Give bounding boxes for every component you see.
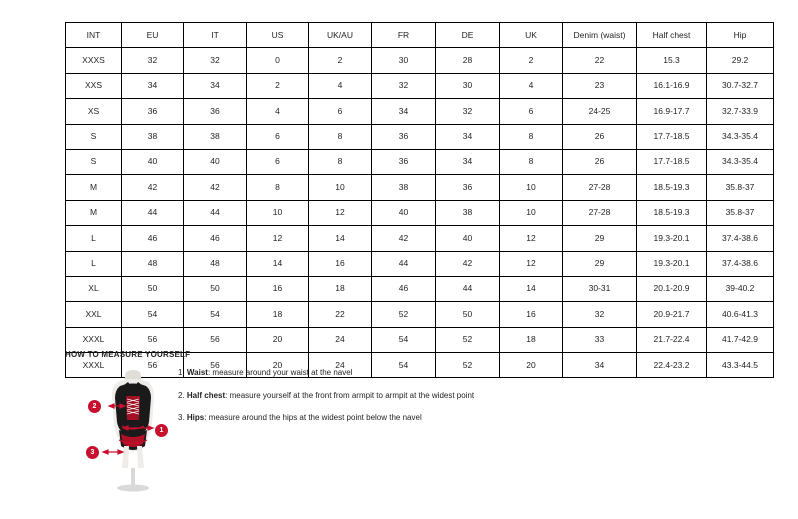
cell-it: 46 [184,226,247,251]
column-header-fr: FR [372,23,436,48]
size-chart-table [65,22,774,378]
cell-hip: 29.2 [707,48,774,73]
cell-hip: 39-40.2 [707,276,774,301]
cell-de: 34 [436,149,500,174]
cell-fr: 32 [372,73,436,98]
cell-uk: 18 [500,327,563,352]
instruction-waist [178,368,598,378]
marker-half-chest: 2 [88,400,101,413]
cell-hip: 32.7-33.9 [707,99,774,124]
instruction-term: Waist [186,368,208,377]
cell-half-chest: 19.3-20.1 [637,251,707,276]
table-header-row [66,23,774,48]
cell-fr: 36 [372,124,436,149]
cell-half-chest: 22.4-23.2 [637,353,707,378]
cell-us: 4 [247,99,309,124]
cell-uk: 16 [500,302,563,327]
cell-uk: 8 [500,124,563,149]
cell-uk-au: 8 [309,149,372,174]
cell-it: 56 [184,327,247,352]
table-row [66,302,774,327]
cell-de: 38 [436,200,500,225]
cell-it: 56 [184,353,247,378]
cell-fr: 52 [372,302,436,327]
cell-eu: 54 [122,302,184,327]
cell-us: 0 [247,48,309,73]
cell-uk-au: 14 [309,226,372,251]
column-header-eu: EU [122,23,184,48]
cell-hip: 37.4-38.6 [707,251,774,276]
instruction-text: : measure yourself at the front from armpit to armpit at the widest point [225,390,475,400]
cell-denim-waist: 33 [563,327,637,352]
cell-fr: 54 [372,353,436,378]
cell-denim-waist: 29 [563,226,637,251]
cell-fr: 34 [372,99,436,124]
cell-hip: 43.3-44.5 [707,353,774,378]
cell-hip: 35.8-37 [707,200,774,225]
table-row [66,276,774,301]
column-header-us: US [247,23,309,48]
cell-fr: 44 [372,251,436,276]
cell-uk: 20 [500,353,563,378]
cell-uk-au: 2 [309,48,372,73]
cell-half-chest: 17.7-18.5 [637,124,707,149]
table-header [66,23,774,48]
cell-it: 54 [184,302,247,327]
cell-us: 2 [247,73,309,98]
cell-it: 48 [184,251,247,276]
cell-denim-waist: 23 [563,73,637,98]
column-header-de: DE [436,23,500,48]
cell-us: 18 [247,302,309,327]
cell-us: 6 [247,149,309,174]
cell-uk: 12 [500,251,563,276]
cell-denim-waist: 27-28 [563,200,637,225]
cell-hip: 37.4-38.6 [707,226,774,251]
cell-it: 42 [184,175,247,200]
cell-eu: 46 [122,226,184,251]
cell-half-chest: 18.5-19.3 [637,175,707,200]
cell-uk: 8 [500,149,563,174]
column-header-int: INT [66,23,122,48]
cell-eu: 38 [122,124,184,149]
cell-uk: 10 [500,175,563,200]
cell-uk: 12 [500,226,563,251]
instruction-hips [178,413,598,423]
cell-fr: 38 [372,175,436,200]
cell-uk-au: 18 [309,276,372,301]
cell-de: 36 [436,175,500,200]
cell-eu: 42 [122,175,184,200]
cell-us: 20 [247,353,309,378]
cell-de: 44 [436,276,500,301]
cell-it: 50 [184,276,247,301]
cell-int: XL [66,276,122,301]
cell-eu: 50 [122,276,184,301]
table-row [66,251,774,276]
cell-uk-au: 10 [309,175,372,200]
cell-half-chest: 20.1-20.9 [637,276,707,301]
cell-half-chest: 21.7-22.4 [637,327,707,352]
cell-half-chest: 20.9-21.7 [637,302,707,327]
cell-uk-au: 12 [309,200,372,225]
cell-int: XXXS [66,48,122,73]
cell-uk: 6 [500,99,563,124]
cell-us: 12 [247,226,309,251]
cell-uk-au: 6 [309,99,372,124]
cell-us: 6 [247,124,309,149]
cell-de: 32 [436,99,500,124]
cell-de: 40 [436,226,500,251]
cell-uk: 14 [500,276,563,301]
cell-fr: 46 [372,276,436,301]
cell-int: XXXL [66,353,122,378]
cell-eu: 56 [122,327,184,352]
column-header-it: IT [184,23,247,48]
cell-de: 28 [436,48,500,73]
cell-hip: 40.6-41.3 [707,302,774,327]
cell-denim-waist: 32 [563,302,637,327]
cell-eu: 36 [122,99,184,124]
cell-fr: 40 [372,200,436,225]
cell-int: XS [66,99,122,124]
cell-uk-au: 22 [309,302,372,327]
cell-us: 14 [247,251,309,276]
column-header-half-chest: Half chest [637,23,707,48]
cell-de: 50 [436,302,500,327]
cell-int: M [66,200,122,225]
instruction-term: Half chest [186,390,226,400]
cell-it: 40 [184,149,247,174]
cell-fr: 30 [372,48,436,73]
column-header-hip: Hip [707,23,774,48]
marker-waist: 1 [155,424,168,437]
cell-int: S [66,149,122,174]
table-row [66,200,774,225]
cell-de: 42 [436,251,500,276]
table-row [66,124,774,149]
column-header-uk: UK [500,23,563,48]
cell-half-chest: 18.5-19.3 [637,200,707,225]
cell-de: 52 [436,327,500,352]
cell-hip: 34.3-35.4 [707,149,774,174]
instruction-number: 1. [178,368,185,377]
cell-half-chest: 15.3 [637,48,707,73]
cell-eu: 56 [122,353,184,378]
cell-denim-waist: 24-25 [563,99,637,124]
cell-int: L [66,226,122,251]
cell-eu: 48 [122,251,184,276]
cell-us: 20 [247,327,309,352]
cell-us: 10 [247,200,309,225]
cell-int: XXL [66,302,122,327]
cell-int: XXS [66,73,122,98]
cell-it: 32 [184,48,247,73]
cell-denim-waist: 26 [563,149,637,174]
cell-int: M [66,175,122,200]
cell-hip: 34.3-35.4 [707,124,774,149]
cell-int: XXXL [66,327,122,352]
cell-it: 44 [184,200,247,225]
table-row [66,327,774,352]
size-chart-table-container [65,22,758,378]
cell-us: 8 [247,175,309,200]
cell-eu: 32 [122,48,184,73]
cell-de: 52 [436,353,500,378]
cell-hip: 35.8-37 [707,175,774,200]
measure-instructions [178,368,598,436]
cell-it: 38 [184,124,247,149]
cell-half-chest: 16.9-17.7 [637,99,707,124]
cell-uk-au: 4 [309,73,372,98]
cell-hip: 41.7-42.9 [707,327,774,352]
cell-eu: 34 [122,73,184,98]
column-header-denim-waist: Denim (waist) [563,23,637,48]
instruction-text: : measure around the hips at the widest point below the navel [204,413,422,423]
cell-uk-au: 8 [309,124,372,149]
table-row [66,73,774,98]
cell-uk-au: 24 [309,327,372,352]
column-header-uk-au: UK/AU [309,23,372,48]
cell-uk-au: 24 [309,353,372,378]
cell-int: L [66,251,122,276]
cell-denim-waist: 22 [563,48,637,73]
cell-denim-waist: 29 [563,251,637,276]
cell-uk: 2 [500,48,563,73]
table-body [66,48,774,378]
cell-uk: 10 [500,200,563,225]
cell-fr: 42 [372,226,436,251]
cell-int: S [66,124,122,149]
table-row [66,99,774,124]
cell-uk-au: 16 [309,251,372,276]
cell-fr: 36 [372,149,436,174]
cell-fr: 54 [372,327,436,352]
instruction-term: Hips [186,413,205,423]
how-to-measure-title: HOW TO MEASURE YOURSELF [65,350,191,359]
cell-denim-waist: 27-28 [563,175,637,200]
cell-de: 30 [436,73,500,98]
cell-it: 34 [184,73,247,98]
cell-eu: 44 [122,200,184,225]
instruction-number: 2. [178,390,185,400]
table-row [66,48,774,73]
table-row [66,149,774,174]
cell-hip: 30.7-32.7 [707,73,774,98]
cell-half-chest: 16.1-16.9 [637,73,707,98]
cell-half-chest: 19.3-20.1 [637,226,707,251]
instruction-number: 3. [178,413,185,423]
table-row [66,175,774,200]
marker-hips: 3 [86,446,99,459]
cell-de: 34 [436,124,500,149]
mannequin-figure [88,368,178,493]
cell-denim-waist: 30-31 [563,276,637,301]
cell-uk: 4 [500,73,563,98]
instruction-half-chest [178,391,598,401]
cell-eu: 40 [122,149,184,174]
cell-denim-waist: 34 [563,353,637,378]
cell-us: 16 [247,276,309,301]
cell-half-chest: 17.7-18.5 [637,149,707,174]
instruction-text: : measure around your waist at the navel [207,368,353,377]
cell-it: 36 [184,99,247,124]
cell-denim-waist: 26 [563,124,637,149]
table-row [66,226,774,251]
